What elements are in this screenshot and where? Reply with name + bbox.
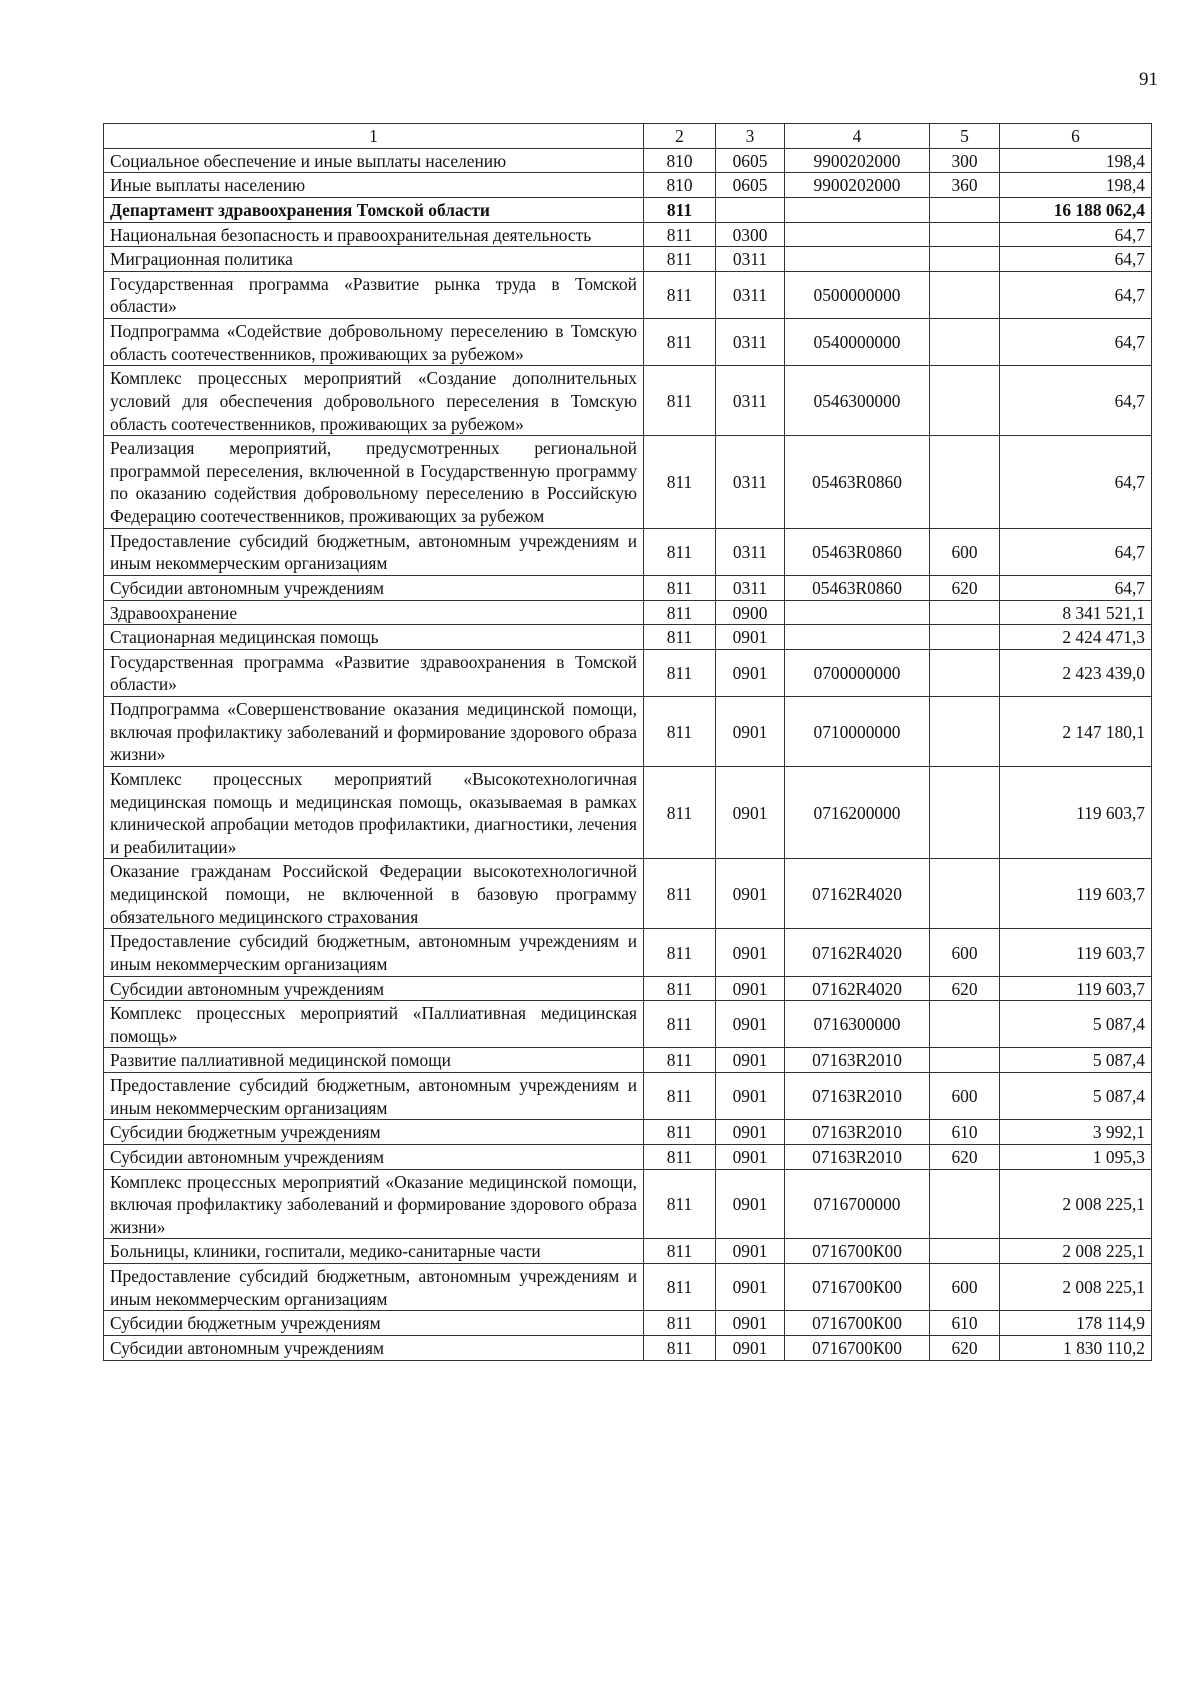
row-name-cell: Национальная безопасность и правоохранительная деятельность [104,222,644,247]
row-name-cell: Субсидии бюджетным учреждениям [104,1311,644,1336]
row-name-cell: Развитие паллиативной медицинской помощи [104,1048,644,1073]
code-section-cell: 0901 [716,1169,785,1239]
row-name-cell: Департамент здравоохранения Томской области [104,197,644,222]
code-expense-type-cell [930,697,1000,767]
code-department-cell: 811 [644,1073,716,1120]
table-row [104,1264,1152,1311]
code-department-cell: 811 [644,1311,716,1336]
code-department-cell: 811 [644,976,716,1001]
code-target-article-cell: 07163R2010 [785,1120,930,1145]
code-expense-type-cell [930,222,1000,247]
code-expense-type-cell [930,1048,1000,1073]
table-row [104,1144,1152,1169]
code-target-article-cell: 07162R4020 [785,976,930,1001]
code-target-article-cell: 0716700К00 [785,1239,930,1264]
code-department-cell: 811 [644,697,716,767]
code-target-article-cell: 0716700К00 [785,1335,930,1360]
code-target-article-cell: 07163R2010 [785,1144,930,1169]
code-expense-type-cell [930,649,1000,696]
amount-cell: 2 424 471,3 [1000,625,1152,650]
column-header: 6 [1000,124,1152,149]
code-section-cell: 0300 [716,222,785,247]
table-row [104,1311,1152,1336]
amount-cell: 64,7 [1000,247,1152,272]
amount-cell: 119 603,7 [1000,929,1152,976]
table-row [104,1335,1152,1360]
amount-cell: 119 603,7 [1000,976,1152,1001]
code-section-cell: 0901 [716,929,785,976]
code-expense-type-cell [930,600,1000,625]
table-row [104,600,1152,625]
code-section-cell: 0901 [716,1120,785,1145]
code-section-cell: 0901 [716,1001,785,1048]
code-target-article-cell: 0716700К00 [785,1264,930,1311]
code-section-cell [716,197,785,222]
row-name-cell: Государственная программа «Развитие рынка труда в Томской области» [104,271,644,318]
amount-cell: 2 147 180,1 [1000,697,1152,767]
amount-cell: 198,4 [1000,148,1152,173]
row-name-cell: Субсидии бюджетным учреждениям [104,1120,644,1145]
code-department-cell: 811 [644,319,716,366]
code-expense-type-cell [930,766,1000,859]
code-section-cell: 0901 [716,1144,785,1169]
table-row [104,1239,1152,1264]
table-row [104,1073,1152,1120]
code-section-cell: 0311 [716,247,785,272]
code-expense-type-cell: 620 [930,1335,1000,1360]
code-department-cell: 811 [644,1239,716,1264]
row-name-cell: Субсидии автономным учреждениям [104,575,644,600]
code-department-cell: 811 [644,1169,716,1239]
amount-cell: 5 087,4 [1000,1073,1152,1120]
row-name-cell: Иные выплаты населению [104,173,644,198]
code-expense-type-cell: 610 [930,1120,1000,1145]
amount-cell: 119 603,7 [1000,859,1152,929]
amount-cell: 198,4 [1000,173,1152,198]
amount-cell: 64,7 [1000,528,1152,575]
table-row [104,1048,1152,1073]
code-department-cell: 811 [644,1335,716,1360]
code-section-cell: 0901 [716,1264,785,1311]
code-target-article-cell [785,600,930,625]
amount-cell: 64,7 [1000,222,1152,247]
table-row [104,148,1152,173]
code-target-article-cell: 07162R4020 [785,929,930,976]
code-section-cell: 0901 [716,1335,785,1360]
code-section-cell: 0901 [716,1239,785,1264]
code-section-cell: 0901 [716,1073,785,1120]
code-department-cell: 810 [644,148,716,173]
table-row [104,649,1152,696]
code-section-cell: 0311 [716,575,785,600]
code-target-article-cell: 0716700К00 [785,1311,930,1336]
row-name-cell: Подпрограмма «Содействие добровольному переселению в Томскую область соотечественников, проживающих за рубежом» [104,319,644,366]
table-row [104,1120,1152,1145]
table-row [104,173,1152,198]
code-department-cell: 811 [644,1048,716,1073]
row-name-cell: Предоставление субсидий бюджетным, автономным учреждениям и иным некоммерческим организациям [104,1073,644,1120]
table-row [104,271,1152,318]
code-section-cell: 0311 [716,528,785,575]
amount-cell: 2 423 439,0 [1000,649,1152,696]
code-department-cell: 810 [644,173,716,198]
code-expense-type-cell: 600 [930,929,1000,976]
code-section-cell: 0901 [716,697,785,767]
code-expense-type-cell [930,1169,1000,1239]
amount-cell: 16 188 062,4 [1000,197,1152,222]
table-row [104,1169,1152,1239]
table-row [104,528,1152,575]
row-name-cell: Предоставление субсидий бюджетным, автономным учреждениям и иным некоммерческим организациям [104,929,644,976]
code-section-cell: 0901 [716,649,785,696]
table-header-row [104,124,1152,149]
row-name-cell: Подпрограмма «Совершенствование оказания медицинской помощи, включая профилактику заболеваний и формирование здорового образа жизни» [104,697,644,767]
code-department-cell: 811 [644,600,716,625]
column-header: 3 [716,124,785,149]
row-name-cell: Субсидии автономным учреждениям [104,1335,644,1360]
code-section-cell: 0311 [716,366,785,436]
code-section-cell: 0901 [716,1311,785,1336]
code-target-article-cell: 05463R0860 [785,436,930,529]
code-department-cell: 811 [644,649,716,696]
code-expense-type-cell: 620 [930,976,1000,1001]
code-expense-type-cell [930,366,1000,436]
code-section-cell: 0605 [716,148,785,173]
code-target-article-cell: 0710000000 [785,697,930,767]
code-section-cell: 0901 [716,1048,785,1073]
amount-cell: 178 114,9 [1000,1311,1152,1336]
row-name-cell: Комплекс процессных мероприятий «Оказание медицинской помощи, включая профилактику заболеваний и формирование здорового образа жизни» [104,1169,644,1239]
code-target-article-cell: 0700000000 [785,649,930,696]
amount-cell: 5 087,4 [1000,1001,1152,1048]
code-target-article-cell: 05463R0860 [785,575,930,600]
code-expense-type-cell: 300 [930,148,1000,173]
amount-cell: 3 992,1 [1000,1120,1152,1145]
table-row [104,929,1152,976]
code-target-article-cell: 07162R4020 [785,859,930,929]
amount-cell: 1 830 110,2 [1000,1335,1152,1360]
code-section-cell: 0311 [716,319,785,366]
code-department-cell: 811 [644,1001,716,1048]
amount-cell: 5 087,4 [1000,1048,1152,1073]
code-section-cell: 0901 [716,625,785,650]
row-name-cell: Субсидии автономным учреждениям [104,1144,644,1169]
code-expense-type-cell: 620 [930,575,1000,600]
code-expense-type-cell: 610 [930,1311,1000,1336]
amount-cell: 1 095,3 [1000,1144,1152,1169]
code-department-cell: 811 [644,929,716,976]
amount-cell: 64,7 [1000,319,1152,366]
row-name-cell: Реализация мероприятий, предусмотренных региональной программой переселения, включенной в Государственную программу по оказанию содействия добровольному переселению в Российскую Федерацию соотечественников, проживающих за рубежом [104,436,644,529]
code-expense-type-cell [930,859,1000,929]
code-section-cell: 0901 [716,976,785,1001]
code-expense-type-cell: 620 [930,1144,1000,1169]
table-row [104,575,1152,600]
code-expense-type-cell: 600 [930,1073,1000,1120]
code-expense-type-cell [930,436,1000,529]
row-name-cell: Комплекс процессных мероприятий «Паллиативная медицинская помощь» [104,1001,644,1048]
code-target-article-cell [785,625,930,650]
code-department-cell: 811 [644,222,716,247]
table-row [104,366,1152,436]
row-name-cell: Комплекс процессных мероприятий «Высокотехнологичная медицинская помощь и медицинская помощь, оказываемая в рамках клинической апробации методов профилактики, диагностики, лечения и реабилитации» [104,766,644,859]
row-name-cell: Миграционная политика [104,247,644,272]
table-body [104,148,1152,1360]
code-target-article-cell: 0716300000 [785,1001,930,1048]
code-department-cell: 811 [644,1264,716,1311]
page-number: 91 [1139,69,1158,90]
code-section-cell: 0311 [716,271,785,318]
row-name-cell: Оказание гражданам Российской Федерации высокотехнологичной медицинской помощи, не включенной в базовую программу обязательного медицинского страхования [104,859,644,929]
code-target-article-cell: 0716200000 [785,766,930,859]
code-expense-type-cell [930,319,1000,366]
code-department-cell: 811 [644,436,716,529]
code-target-article-cell: 0540000000 [785,319,930,366]
code-department-cell: 811 [644,247,716,272]
code-expense-type-cell [930,271,1000,318]
column-header: 5 [930,124,1000,149]
code-target-article-cell [785,222,930,247]
amount-cell: 64,7 [1000,436,1152,529]
code-department-cell: 811 [644,859,716,929]
table-row [104,976,1152,1001]
row-name-cell: Государственная программа «Развитие здравоохранения в Томской области» [104,649,644,696]
code-expense-type-cell [930,625,1000,650]
code-expense-type-cell: 600 [930,1264,1000,1311]
code-department-cell: 811 [644,528,716,575]
row-name-cell: Комплекс процессных мероприятий «Создание дополнительных условий для обеспечения добровольного переселения в Томскую область соотечественников, проживающих за рубежом» [104,366,644,436]
code-target-article-cell: 07163R2010 [785,1048,930,1073]
row-name-cell: Стационарная медицинская помощь [104,625,644,650]
table-row [104,222,1152,247]
code-department-cell: 811 [644,625,716,650]
code-department-cell: 811 [644,1144,716,1169]
row-name-cell: Предоставление субсидий бюджетным, автономным учреждениям и иным некоммерческим организациям [104,528,644,575]
code-section-cell: 0605 [716,173,785,198]
table-row [104,625,1152,650]
code-expense-type-cell [930,247,1000,272]
row-name-cell: Здравоохранение [104,600,644,625]
code-section-cell: 0901 [716,859,785,929]
code-department-cell: 811 [644,575,716,600]
amount-cell: 119 603,7 [1000,766,1152,859]
column-header: 2 [644,124,716,149]
code-target-article-cell: 0500000000 [785,271,930,318]
code-expense-type-cell: 600 [930,528,1000,575]
code-expense-type-cell: 360 [930,173,1000,198]
table-row [104,766,1152,859]
amount-cell: 64,7 [1000,271,1152,318]
code-target-article-cell: 9900202000 [785,148,930,173]
code-department-cell: 811 [644,766,716,859]
code-target-article-cell: 05463R0860 [785,528,930,575]
amount-cell: 64,7 [1000,575,1152,600]
code-department-cell: 811 [644,271,716,318]
code-expense-type-cell [930,1001,1000,1048]
code-expense-type-cell [930,197,1000,222]
code-department-cell: 811 [644,1120,716,1145]
code-section-cell: 0311 [716,436,785,529]
amount-cell: 2 008 225,1 [1000,1264,1152,1311]
row-name-cell: Субсидии автономным учреждениям [104,976,644,1001]
table-row [104,247,1152,272]
code-target-article-cell: 07163R2010 [785,1073,930,1120]
code-expense-type-cell [930,1239,1000,1264]
amount-cell: 2 008 225,1 [1000,1169,1152,1239]
table-row [104,436,1152,529]
amount-cell: 8 341 521,1 [1000,600,1152,625]
amount-cell: 2 008 225,1 [1000,1239,1152,1264]
column-header: 1 [104,124,644,149]
code-department-cell: 811 [644,197,716,222]
code-target-article-cell: 0546300000 [785,366,930,436]
code-target-article-cell: 0716700000 [785,1169,930,1239]
table-row [104,859,1152,929]
table-row [104,1001,1152,1048]
table-row [104,319,1152,366]
row-name-cell: Предоставление субсидий бюджетным, автономным учреждениям и иным некоммерческим организациям [104,1264,644,1311]
code-target-article-cell [785,247,930,272]
code-target-article-cell: 9900202000 [785,173,930,198]
table-row [104,697,1152,767]
code-section-cell: 0901 [716,766,785,859]
amount-cell: 64,7 [1000,366,1152,436]
code-department-cell: 811 [644,366,716,436]
row-name-cell: Социальное обеспечение и иные выплаты населению [104,148,644,173]
code-section-cell: 0900 [716,600,785,625]
row-name-cell: Больницы, клиники, госпитали, медико-санитарные части [104,1239,644,1264]
code-target-article-cell [785,197,930,222]
table-row [104,197,1152,222]
column-header: 4 [785,124,930,149]
budget-table [103,123,1152,1361]
